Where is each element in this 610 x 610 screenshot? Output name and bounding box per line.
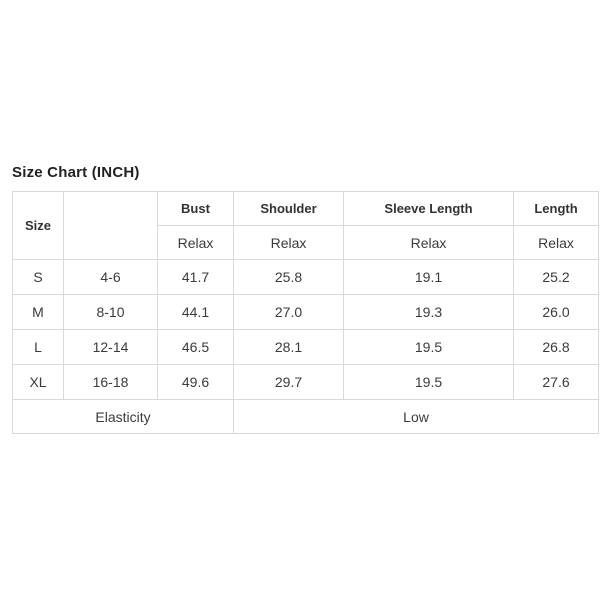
col-header-bust: Bust: [158, 192, 234, 226]
size-chart-title: Size Chart (INCH): [12, 164, 140, 181]
col-header-us-size: US Size: [64, 192, 158, 260]
col-header-shoulder: Shoulder: [234, 192, 344, 226]
col-header-length: Length: [514, 192, 599, 226]
table-row-xl: [13, 365, 599, 400]
cell-us-size: 4-6: [64, 260, 158, 295]
col-header-sleeve-length: Sleeve Length: [344, 192, 514, 226]
cell-length: 26.8: [514, 330, 599, 365]
table-row-m: [13, 295, 599, 330]
cell-us-size: 12-14: [64, 330, 158, 365]
elasticity-value: Low: [234, 400, 599, 434]
fit-label-bust: Relax: [158, 226, 234, 260]
cell-sleeve-length: 19.3: [344, 295, 514, 330]
elasticity-label: Elasticity: [13, 400, 234, 434]
header-row-main: [13, 192, 599, 226]
cell-size: S: [13, 260, 64, 295]
size-chart-header: [13, 192, 599, 260]
cell-shoulder: 25.8: [234, 260, 344, 295]
cell-bust: 49.6: [158, 365, 234, 400]
cell-length: 26.0: [514, 295, 599, 330]
cell-length: 25.2: [514, 260, 599, 295]
table-row-l: [13, 330, 599, 365]
col-header-size: Size: [13, 192, 64, 260]
size-chart-table: [12, 191, 599, 434]
cell-us-size: 16-18: [64, 365, 158, 400]
cell-size: M: [13, 295, 64, 330]
cell-bust: 44.1: [158, 295, 234, 330]
cell-shoulder: 29.7: [234, 365, 344, 400]
cell-length: 27.6: [514, 365, 599, 400]
fit-label-shoulder: Relax: [234, 226, 344, 260]
cell-sleeve-length: 19.5: [344, 330, 514, 365]
cell-us-size: 8-10: [64, 295, 158, 330]
cell-size: L: [13, 330, 64, 365]
elasticity-row: [13, 400, 599, 434]
cell-sleeve-length: 19.1: [344, 260, 514, 295]
cell-sleeve-length: 19.5: [344, 365, 514, 400]
size-chart-body: [13, 260, 599, 434]
cell-shoulder: 27.0: [234, 295, 344, 330]
table-row-s: [13, 260, 599, 295]
fit-label-sleeve-length: Relax: [344, 226, 514, 260]
cell-bust: 41.7: [158, 260, 234, 295]
cell-shoulder: 28.1: [234, 330, 344, 365]
cell-size: XL: [13, 365, 64, 400]
cell-bust: 46.5: [158, 330, 234, 365]
fit-label-length: Relax: [514, 226, 599, 260]
